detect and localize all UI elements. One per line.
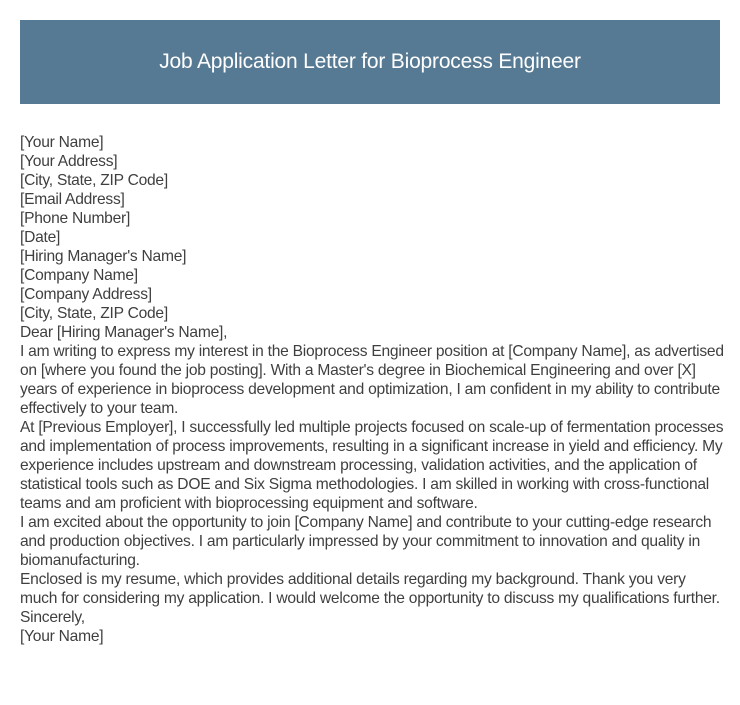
paragraph-intro: I am writing to express my interest in the Bioprocess Engineer position at [Company Name], as advertised on [where you found the job posting]. With a Master's degree in Biochemical Engineering and over [X] years of experience in bioprocess development and optimization, I am confident in my ability to contribute effectively to your team. bbox=[20, 343, 724, 417]
letter-date: [Date] bbox=[20, 229, 61, 246]
recipient-block bbox=[20, 247, 725, 323]
signature: [Your Name] bbox=[20, 628, 104, 645]
sender-block bbox=[20, 133, 725, 228]
sender-phone: [Phone Number] bbox=[20, 210, 131, 227]
sender-email: [Email Address] bbox=[20, 191, 125, 208]
recipient-hiring-manager: [Hiring Manager's Name] bbox=[20, 248, 187, 265]
paragraph-motivation: I am excited about the opportunity to join [Company Name] and contribute to your cutting-edge research and production objectives. I am particularly impressed by your commitment to innovation and quality in biomanufacturing. bbox=[20, 514, 712, 569]
sender-city-state-zip: [City, State, ZIP Code] bbox=[20, 172, 168, 189]
sender-address: [Your Address] bbox=[20, 153, 118, 170]
page-header bbox=[20, 20, 720, 104]
recipient-city-state-zip: [City, State, ZIP Code] bbox=[20, 305, 168, 322]
paragraph-closing: Enclosed is my resume, which provides additional details regarding my background. Thank you very much for considering my application. I would welcome the opportunity to discuss my qualifications further. bbox=[20, 571, 720, 607]
closing: Sincerely, bbox=[20, 609, 85, 626]
page-title: Job Application Letter for Bioprocess Engineer bbox=[159, 50, 581, 73]
recipient-company-address: [Company Address] bbox=[20, 286, 152, 303]
salutation: Dear [Hiring Manager's Name], bbox=[20, 324, 228, 341]
letter-body bbox=[20, 133, 725, 646]
sender-name: [Your Name] bbox=[20, 134, 104, 151]
recipient-company-name: [Company Name] bbox=[20, 267, 138, 284]
paragraph-experience: At [Previous Employer], I successfully led multiple projects focused on scale-up of fermentation processes and implementation of process improvements, resulting in a significant increase in yield and efficiency. My experience includes upstream and downstream processing, validation activities, and the application of statistical tools such as DOE and Six Sigma methodologies. I am skilled in working with cross-functional teams and am proficient with bioprocessing equipment and software. bbox=[20, 419, 724, 512]
